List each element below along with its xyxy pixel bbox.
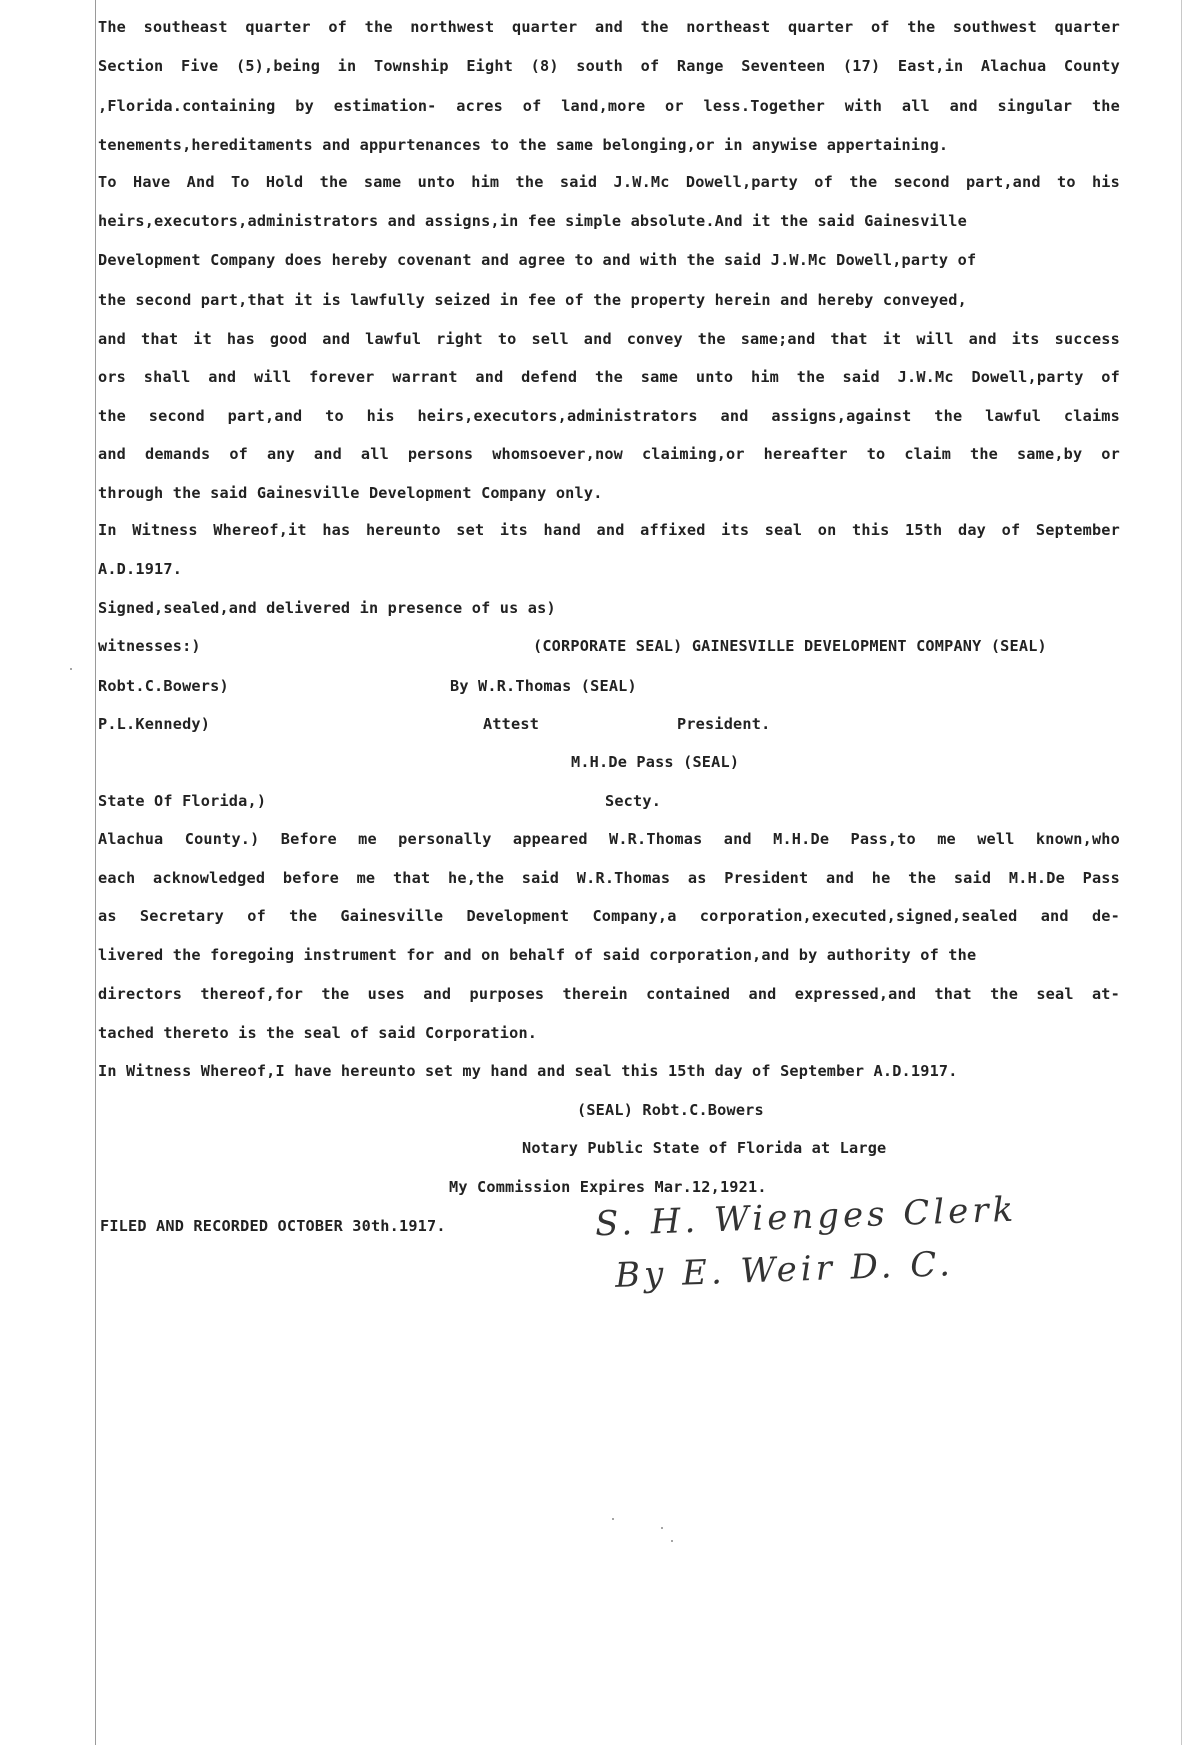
- state-of-florida: State Of Florida,): [98, 792, 267, 810]
- deed-line-5: To Have And To Hold the same unto him the said J.W.Mc Dowell,party of the second part,and to his: [98, 173, 1120, 191]
- scan-speck: [612, 1518, 614, 1520]
- ack-line-2: each acknowledged before me that he,the said W.R.Thomas as President and he the said M.H.De Pass: [98, 869, 1120, 887]
- signed-sealed-line: Signed,sealed,and delivered in presence of us as): [98, 599, 556, 617]
- by-thomas-line: By W.R.Thomas (SEAL): [450, 677, 637, 695]
- right-page-edge: [1181, 0, 1182, 1745]
- ack-line-5: directors thereof,for the uses and purposes therein contained and expressed,and that the seal at-: [98, 985, 1120, 1003]
- deed-line-3: ,Florida.containing by estimation- acres of land,more or less.Together with all and singular the: [98, 97, 1120, 115]
- deed-line-9: and that it has good and lawful right to sell and convey the same;and that it will and its success: [98, 330, 1120, 348]
- deed-line-15: A.D.1917.: [98, 560, 183, 578]
- deed-line-13: through the said Gainesville Development Company only.: [98, 484, 603, 502]
- left-margin-rule: [95, 0, 96, 1745]
- clerk-signature: S. H. Wienges Clerk: [594, 1189, 1018, 1245]
- deed-line-2: Section Five (5),being in Township Eight (8) south of Range Seventeen (17) East,in Alachua County: [98, 57, 1120, 75]
- deed-line-12: and demands of any and all persons whomsoever,now claiming,or hereafter to claim the same,by or: [98, 445, 1120, 463]
- scan-speck: [70, 668, 72, 670]
- deputy-clerk-signature: By E. Weir D. C.: [614, 1244, 955, 1296]
- secretary-signature-line: M.H.De Pass (SEAL): [571, 753, 740, 771]
- witnesses-label: witnesses:): [98, 637, 201, 655]
- corporate-seal-line: (CORPORATE SEAL) GAINESVILLE DEVELOPMENT COMPANY (SEAL): [533, 637, 1047, 655]
- ack-line-6: tached thereto is the seal of said Corporation.: [98, 1024, 538, 1042]
- ack-line-4: livered the foregoing instrument for and on behalf of said corporation,and by authority of the: [98, 946, 977, 964]
- deed-line-11: the second part,and to his heirs,executors,administrators and assigns,against the lawful claims: [98, 407, 1120, 425]
- deed-line-7: Development Company does hereby covenant and agree to and with the said J.W.Mc Dowell,party of: [98, 251, 977, 269]
- ack-line-7: In Witness Whereof,I have hereunto set my hand and seal this 15th day of September A.D.1917.: [98, 1062, 958, 1080]
- witness-kennedy: P.L.Kennedy): [98, 715, 211, 733]
- deed-line-10: ors shall and will forever warrant and defend the same unto him the said J.W.Mc Dowell,party of: [98, 368, 1120, 386]
- ack-line-3: as Secretary of the Gainesville Development Company,a corporation,executed,signed,sealed and de-: [98, 907, 1120, 925]
- deed-line-8: the second part,that it is lawfully seized in fee of the property herein and hereby conveyed,: [98, 291, 967, 309]
- deed-line-1: The southeast quarter of the northwest quarter and the northeast quarter of the southwest quarter: [98, 18, 1120, 36]
- deed-line-14: In Witness Whereof,it has hereunto set its hand and affixed its seal on this 15th day of September: [98, 521, 1120, 539]
- deed-line-6: heirs,executors,administrators and assigns,in fee simple absolute.And it the said Gainesville: [98, 212, 967, 230]
- attest-label: Attest: [483, 715, 540, 733]
- secty-label: Secty.: [605, 792, 662, 810]
- scan-speck: [661, 1527, 663, 1529]
- president-label: President.: [677, 715, 771, 733]
- notary-title: Notary Public State of Florida at Large: [522, 1139, 887, 1157]
- notary-commission: My Commission Expires Mar.12,1921.: [449, 1178, 767, 1196]
- notary-seal-line: (SEAL) Robt.C.Bowers: [577, 1101, 764, 1119]
- scan-speck: [671, 1540, 673, 1542]
- filed-recorded-line: FILED AND RECORDED OCTOBER 30th.1917.: [100, 1217, 446, 1235]
- ack-line-1: Alachua County.) Before me personally appeared W.R.Thomas and M.H.De Pass,to me well known,who: [98, 830, 1120, 848]
- deed-line-4: tenements,hereditaments and appurtenances to the same belonging,or in anywise appertaining.: [98, 136, 949, 154]
- witness-bowers: Robt.C.Bowers): [98, 677, 229, 695]
